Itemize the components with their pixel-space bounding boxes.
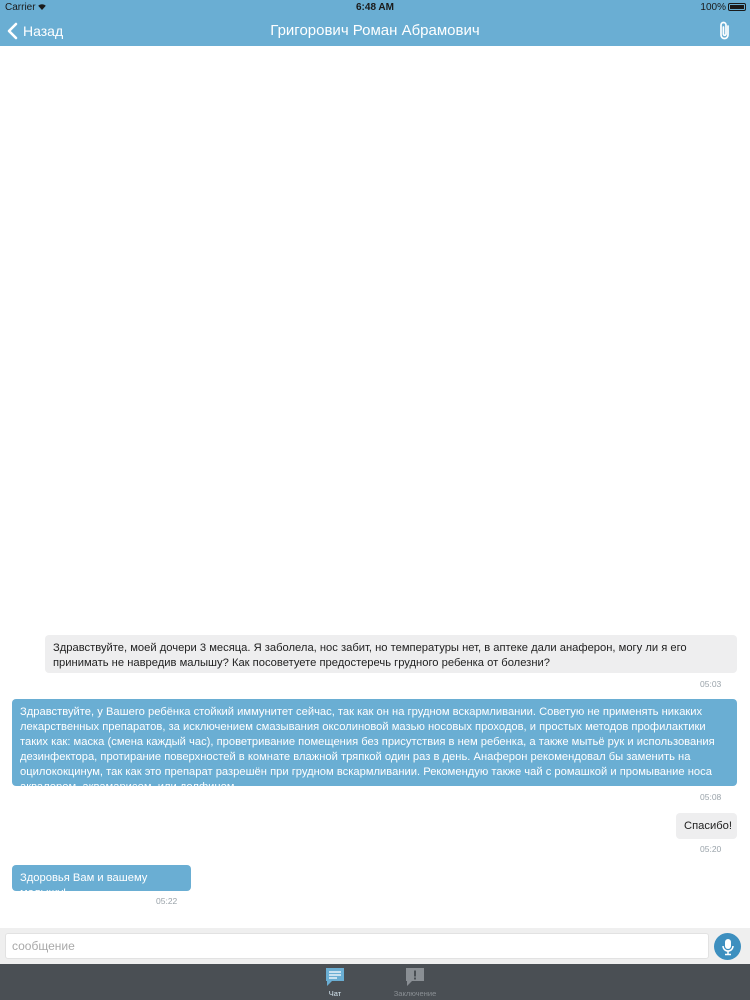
tab-label: Чат — [328, 989, 342, 998]
report-icon — [404, 966, 426, 988]
battery-percent: 100% — [700, 2, 726, 13]
message-bubble-incoming: Спасибо! — [676, 813, 737, 839]
tab-label: Заключение — [393, 989, 437, 998]
microphone-icon — [721, 938, 735, 956]
message-bubble-outgoing: Здравствуйте, у Вашего ребёнка стойкий иммунитет сейчас, так как он на грудном вскармливании. Советую не применять никаких лекарственных препаратов, за исключением смазывания оксолиновой мазью носовых проходов, и простых методов профилактики таких как: маска (смена каждый час), проветривание помещения без присутствия в нем ребенка, а также мытьё рук и использования дезинфектора, протирание поверхностей в комнате влажной тряпкой один раз в день. Анаферон рекомендовал бы заменить на оцилококцинум, так как это препарат разрешён при грудном вскармливании. Рекомендую также чай с ромашкой и промывание носа аквалором, аквамарисом, или долфином. — [12, 699, 737, 786]
message-composer — [0, 928, 750, 964]
chat-title: Григорович Роман Абрамович — [270, 22, 480, 39]
message-timestamp: 05:08 — [700, 792, 722, 802]
message-bubble-outgoing: Здоровья Вам и вашему малышу! — [12, 865, 191, 891]
message-timestamp: 05:20 — [700, 844, 722, 854]
carrier-label: Carrier — [5, 2, 36, 13]
tab-bar — [0, 964, 750, 1000]
paperclip-icon[interactable] — [716, 20, 734, 42]
chat-icon — [324, 966, 346, 988]
microphone-button[interactable] — [714, 933, 741, 960]
tab-conclusion[interactable] — [385, 964, 445, 1000]
back-label: Назад — [23, 23, 64, 39]
clock: 6:48 AM — [356, 2, 394, 13]
status-bar — [0, 0, 750, 14]
navigation-header — [0, 0, 750, 46]
battery-icon — [728, 3, 746, 11]
message-timestamp: 05:22 — [156, 896, 178, 906]
message-bubble-incoming: Здравствуйте, моей дочери 3 месяца. Я заболела, нос забит, но температуры нет, в аптеке дали анаферон, могу ли я его принимать не навредив малышу? Как посоветуете предостеречь грудного ребенка от болезни? — [45, 635, 737, 673]
message-timestamp: 05:03 — [700, 679, 722, 689]
message-input[interactable] — [5, 933, 709, 959]
tab-chat[interactable] — [305, 964, 365, 1000]
